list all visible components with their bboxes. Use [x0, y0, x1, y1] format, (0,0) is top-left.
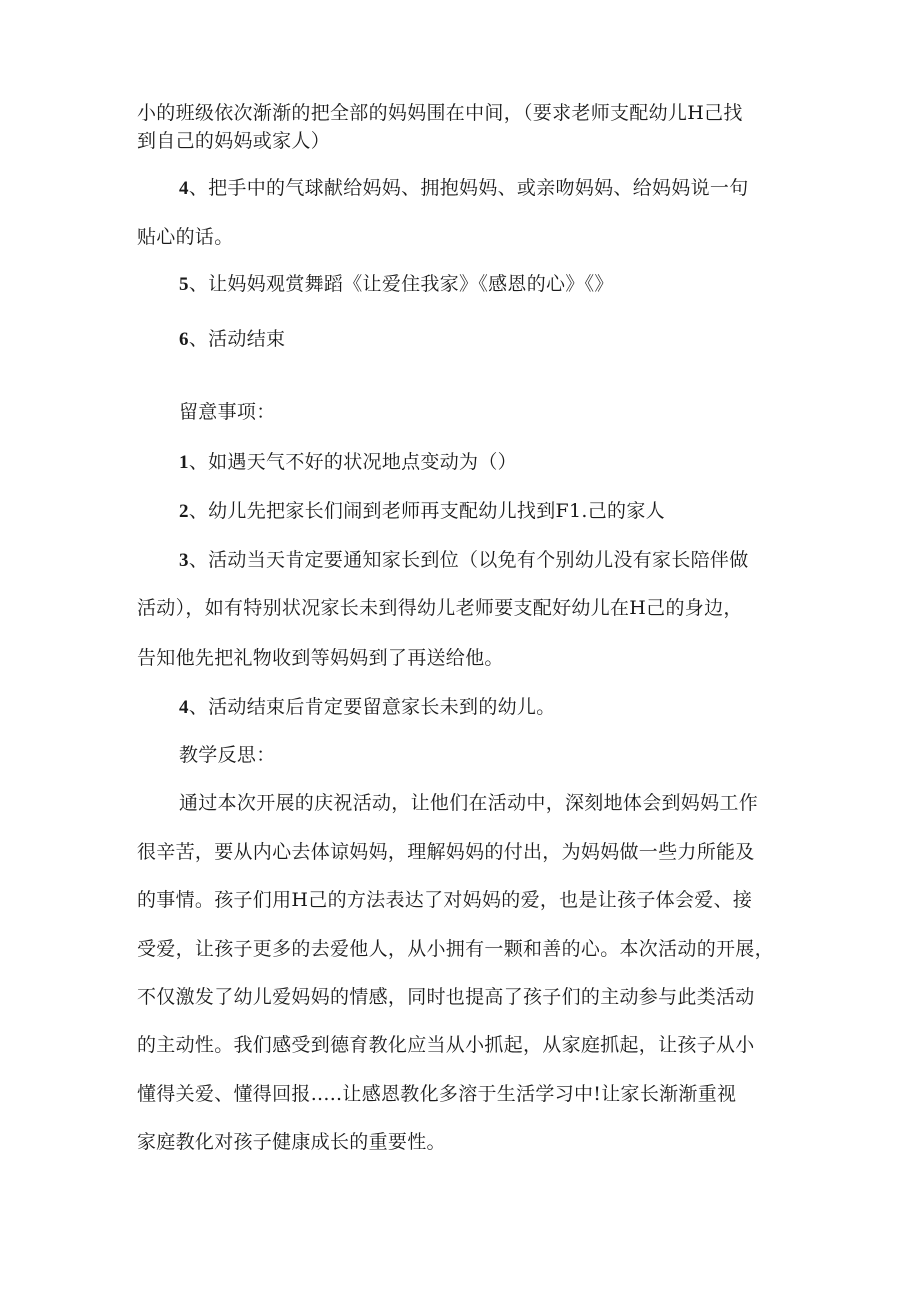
reflection-line: 家庭教化对孩子健康成长的重要性。	[137, 1131, 446, 1153]
step-item-4-continued: 贴心的话。	[137, 226, 234, 248]
note-text: 、如遇天气不好的状况地点变动为（）	[188, 451, 517, 473]
note-number: 2	[179, 501, 189, 522]
note-number: 1	[179, 452, 189, 473]
reflection-line: 很辛苦，要从内心去体谅妈妈，理解妈妈的付出，为妈妈做一些力所能及	[137, 841, 755, 863]
step-item-5	[179, 272, 614, 297]
step-text: 、活动结束	[188, 328, 286, 350]
note-item-3-continued: 告知他先把礼物收到等妈妈到了再送给他。	[137, 647, 504, 669]
note-text: 、活动结束后肯定要留意家长未到的幼儿。	[188, 696, 556, 718]
reflection-line: 懂得关爱、懂得回报.....让感恩教化多溶于生活学习中!让家长渐渐重视	[137, 1083, 737, 1105]
notes-heading: 留意事项：	[179, 401, 276, 423]
note-item-4	[179, 695, 556, 720]
step-text: 、让妈妈观赏舞蹈《让爱住我家》《感恩的心》《》	[188, 273, 614, 295]
note-number: 3	[179, 550, 189, 571]
reflection-line: 不仅激发了幼儿爱妈妈的情感，同时也提高了孩子们的主动参与此类活动	[137, 986, 755, 1008]
note-number: 4	[179, 697, 189, 718]
note-item-3-continued: 活动），如有特别状况家长未到得幼儿老师要支配好幼儿在H己的身边，	[137, 597, 743, 619]
step-item-4	[179, 176, 749, 201]
reflection-line: 通过本次开展的庆祝活动，让他们在活动中，深刻地体会到妈妈工作	[179, 792, 759, 814]
step-number: 6	[179, 329, 189, 350]
note-text: 、活动当天肯定要通知家长到位（以免有个别幼儿没有家长陪伴做	[188, 549, 749, 571]
step-item-6	[179, 327, 285, 352]
note-item-3	[179, 548, 749, 573]
reflection-line: 的主动性。我们感受到德育教化应当从小抓起，从家庭抓起，让孩子从小	[137, 1034, 755, 1056]
reflection-line: 的事情。孩子们用H己的方法表达了对妈妈的爱，也是让孩子体会爱、接	[137, 889, 753, 911]
step-number: 5	[179, 274, 189, 295]
step-text: 、把手中的气球献给妈妈、拥抱妈妈、或亲吻妈妈、给妈妈说一句	[188, 177, 749, 199]
paragraph-line: 到自己的妈妈或家人）	[137, 130, 331, 152]
reflection-line: 受爱，让孩子更多的去爱他人，从小拥有一颗和善的心。本次活动的开展，	[137, 938, 774, 960]
note-text: 、幼儿先把家长们闹到老师再支配幼儿找到F1.己的家人	[188, 500, 665, 522]
note-item-2	[179, 499, 665, 524]
step-number: 4	[179, 178, 189, 199]
note-item-1	[179, 450, 517, 475]
paragraph-line: 小的班级依次渐渐的把全部的妈妈围在中间，（要求老师支配幼儿H己找	[137, 102, 743, 124]
reflection-heading: 教学反思：	[179, 744, 276, 766]
